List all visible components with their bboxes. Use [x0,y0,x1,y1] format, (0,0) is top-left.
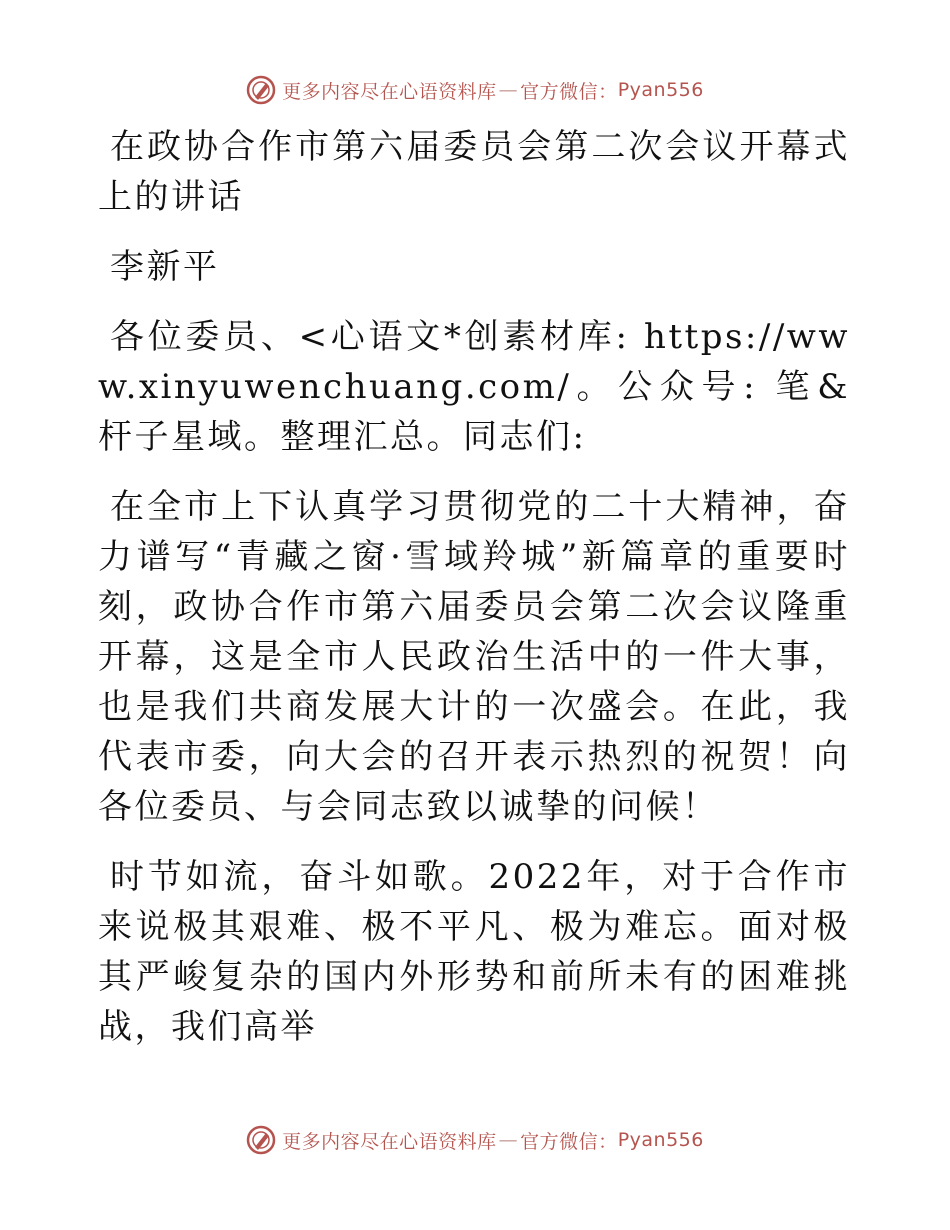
pen-logo-icon [246,75,276,105]
watermark-code: Pyan556 [617,79,704,101]
document-greeting: 各位委员、<心语文*创素材库: https://www.xinyuwenchuang.com/。公众号: 笔&杆子星域。整理汇总。同志们: [98,317,850,457]
watermark-separator: — [498,79,519,101]
watermark-label: 官方微信： [520,80,618,103]
body-paragraph: 在全市上下认真学习贯彻党的二十大精神，奋力谱写“青藏之窗·雪域羚城”新篇章的重要时刻，政协合作市第六届委员会第二次会议隆重开幕，这是全市人民政治生活中的一件大事，也是我们共商发展大计的一次盛会。在此，我代表市委，向大会的召开表示热烈的祝贺！向各位委员、与会同志致以诚挚的问候！ [98,487,850,827]
pen-logo-icon [246,1125,276,1155]
document-title: 在政协合作市第六届委员会第二次会议开幕式上的讲话 [98,127,850,217]
watermark-separator: — [498,1129,519,1151]
watermark-text: 更多内容尽在心语资料库 [282,80,497,103]
body-paragraph: 时节如流，奋斗如歌。2022年，对于合作市来说极其艰难、极不平凡、极为难忘。面对极其严峻复杂的国内外形势和前所未有的困难挑战，我们高举 [98,857,850,1047]
footer-watermark [0,1123,950,1157]
document-author: 李新平 [110,247,220,287]
document-body [98,122,850,1052]
watermark-text: 更多内容尽在心语资料库 [282,1130,497,1153]
header-watermark [0,73,950,107]
watermark-code: Pyan556 [617,1129,704,1151]
watermark-label: 官方微信： [520,1130,618,1153]
